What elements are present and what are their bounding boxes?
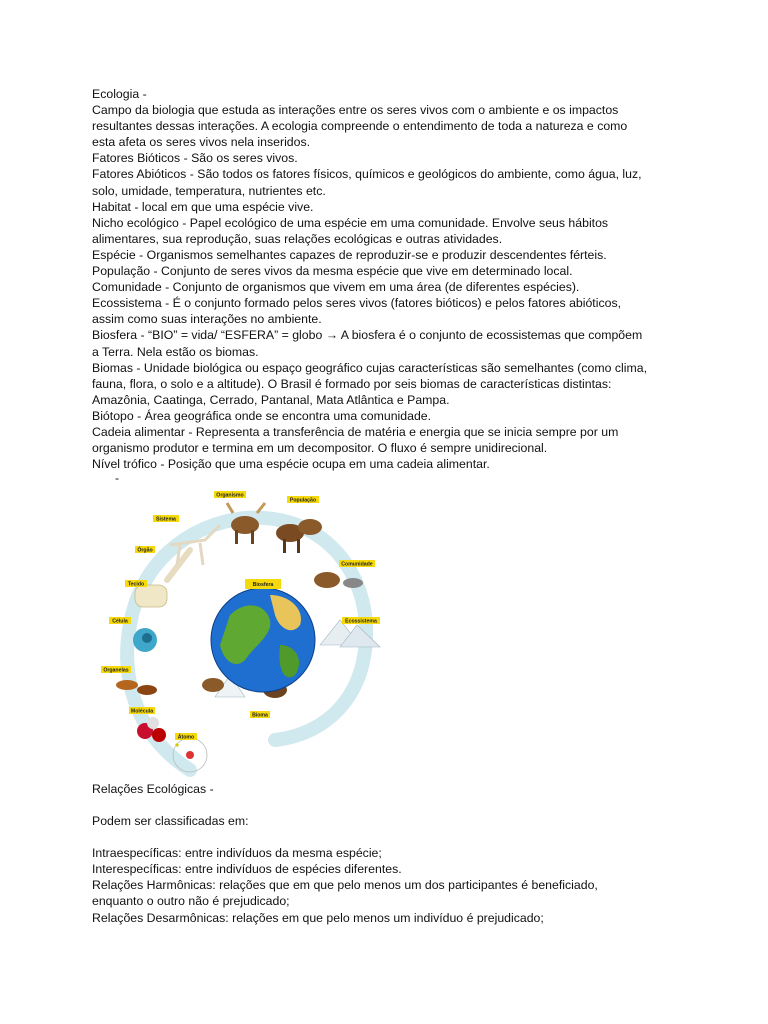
- text-line: Biosfera - “BIO” = vida/ “ESFERA” = globo → A biosfera é o conjunto de ecossistemas que compõem: [92, 328, 643, 343]
- text-line: Habitat - local em que uma espécie vive.: [92, 199, 314, 214]
- label-ecossistema: [342, 617, 380, 625]
- label-organismo: [214, 491, 246, 499]
- tissue-icon: [135, 585, 167, 607]
- svg-text:Bioma: Bioma: [252, 712, 268, 719]
- text-line: Espécie - Organismos semelhantes capazes de reproduzir-se e produzir descendentes férteis.: [92, 247, 607, 262]
- text-line: Biomas - Unidade biológica ou espaço geográfico cujas características são semelhantes (como clima,: [92, 360, 647, 375]
- text-line: Nicho ecológico - Papel ecológico de uma espécie em uma comunidade. Envolve seus hábitos: [92, 215, 609, 230]
- text-line: Fatores Bióticos - São os seres vivos.: [92, 151, 298, 166]
- text-line: Amazônia, Caatinga, Cerrado, Pantanal, Mata Atlântica e Pampa.: [92, 392, 450, 407]
- label-orgao: [135, 546, 155, 554]
- list-item: Relações Harmônicas: relações que em que pelo menos um dos participantes é beneficiado,: [92, 878, 598, 893]
- label-biosfera: [245, 579, 281, 589]
- label-populacao: [287, 496, 319, 504]
- cell-icon: [133, 628, 157, 652]
- label-organelas: [101, 666, 131, 674]
- svg-text:Comunidade: Comunidade: [341, 561, 373, 568]
- svg-text:Organelas: Organelas: [103, 667, 129, 674]
- text-line: Biótopo - Área geográfica onde se encontra uma comunidade.: [92, 408, 432, 423]
- text-line: Nível trófico - Posição que uma espécie ocupa em uma cadeia alimentar.: [92, 457, 490, 472]
- svg-text:Átomo: Átomo: [177, 734, 195, 741]
- list-item: enquanto o outro não é prejudicado;: [92, 894, 290, 909]
- text-line: População - Conjunto de seres vivos da mesma espécie que vive em determinado local.: [92, 264, 573, 279]
- list-item: Intraespecíficas: entre indivíduos da mesma espécie;: [92, 846, 382, 861]
- text-line: Fatores Abióticos - São todos os fatores físicos, químicos e geológicos do ambiente, como água, luz,: [92, 167, 642, 182]
- text-line: Cadeia alimentar - Representa a transferência de matéria e energia que se inicia sempre por um: [92, 424, 619, 439]
- levels-of-organization-diagram: [95, 485, 395, 780]
- list-item: Relações Desarmônicas: relações em que pelo menos um indivíduo é prejudicado;: [92, 910, 544, 925]
- text-line: Ecossistema - É o conjunto formado pelos seres vivos (fatores bióticos) e pelos fatores abióticos,: [92, 296, 622, 311]
- earth-globe-icon: [211, 588, 315, 692]
- text-line: assim como suas interações no ambiente.: [92, 312, 322, 327]
- svg-text:Molécula: Molécula: [130, 708, 154, 715]
- svg-text:Tecido: Tecido: [127, 581, 145, 588]
- text-line: Campo da biologia que estuda as interações entre os seres vivos com o ambiente e os impactos: [92, 103, 619, 118]
- heading-ecologia: Ecologia -: [92, 87, 147, 101]
- svg-text:Biosfera: Biosfera: [252, 582, 274, 588]
- text-line: Comunidade - Conjunto de organismos que vivem em uma área (de diferentes espécies).: [92, 280, 580, 295]
- label-molecula: [129, 707, 155, 715]
- text-line: solo, umidade, temperatura, nutrientes etc.: [92, 183, 326, 198]
- text-line: fauna, flora, o solo e a altitude). O Brasil é formado por seis biomas de características distintas:: [92, 376, 612, 391]
- svg-text:Organismo: Organismo: [216, 492, 244, 499]
- svg-text:População: População: [289, 497, 317, 504]
- dash-marker: -: [115, 471, 120, 485]
- section-intro: Podem ser classificadas em:: [92, 814, 249, 829]
- text-line: resultantes dessas interações. A ecologia compreende o entendimento de toda a natureza e como: [92, 119, 628, 134]
- section-title: Relações Ecológicas -: [92, 782, 214, 796]
- ecology-notes: [92, 86, 692, 472]
- text-line: a Terra. Nela estão os biomas.: [92, 344, 259, 359]
- text-line: esta afeta os seres vivos nela inseridos.: [92, 135, 311, 150]
- svg-text:Sistema: Sistema: [156, 516, 176, 523]
- svg-text:Órgão: Órgão: [137, 547, 153, 554]
- svg-text:Ecossistema: Ecossistema: [345, 618, 377, 625]
- label-celula: [109, 617, 131, 625]
- svg-text:Célula: Célula: [112, 618, 128, 625]
- label-bioma: [250, 711, 270, 719]
- list-item: Interespecíficas: entre indivíduos de espécies diferentes.: [92, 862, 402, 877]
- label-comunidade: [339, 560, 375, 568]
- label-sistema: [153, 515, 179, 523]
- ecological-relations-section: [92, 781, 692, 926]
- text-line: alimentares, sua reprodução, suas relações ecológicas e outras atividades.: [92, 231, 503, 246]
- label-atomo: [175, 733, 197, 741]
- text-line: organismo produtor e termina em um decompositor. O fluxo é sempre unidirecional.: [92, 441, 548, 456]
- label-tecido: [125, 580, 147, 588]
